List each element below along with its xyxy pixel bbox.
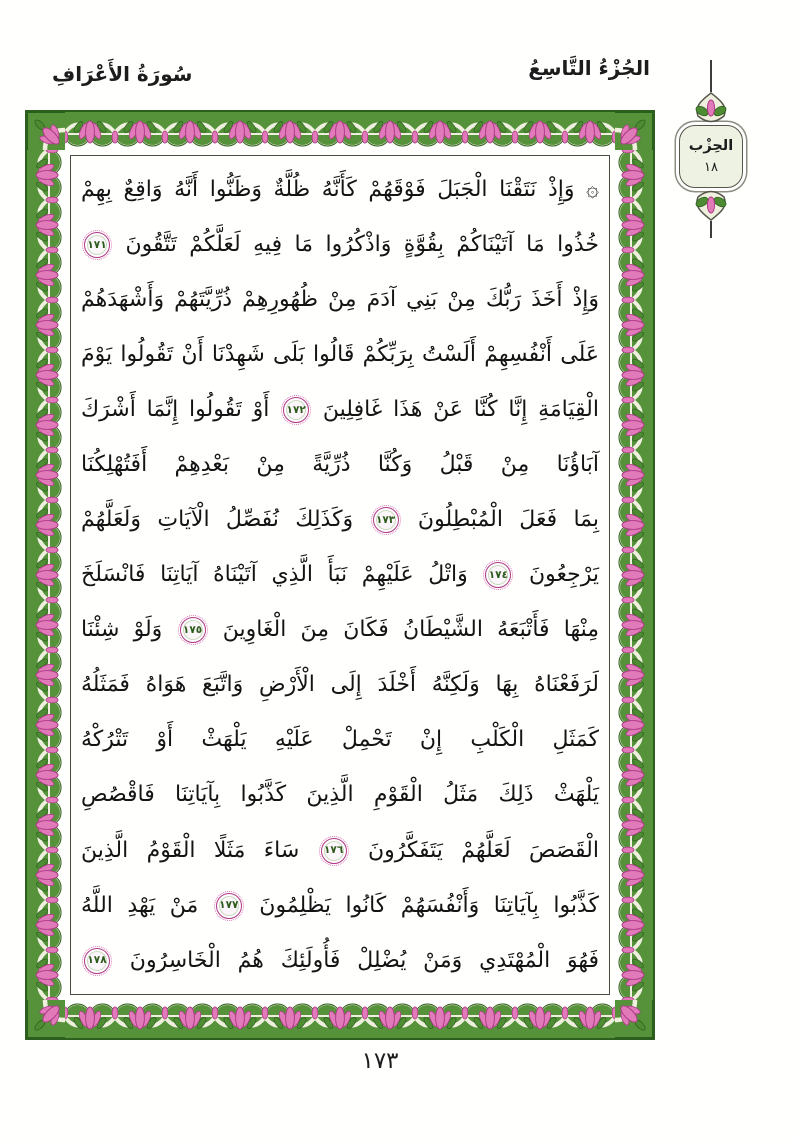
ayah-text: الْقَصَصَ لَعَلَّهُمْ يَتَفَكَّرُونَ (367, 837, 599, 863)
quran-line (81, 341, 599, 369)
quran-line (81, 231, 599, 259)
quran-line (81, 176, 599, 204)
corner-ornament-tr (615, 110, 655, 150)
hizb-number: ١٨ (704, 160, 718, 175)
quran-line (81, 396, 599, 424)
ayah-number: ١٧١ (87, 238, 107, 251)
ayah-text: مِنْهَا فَأَتْبَعَهُ الشَّيْطَانُ فَكَانَ مِنَ الْغَاوِينَ (222, 617, 600, 643)
ayah-text: بِمَا فَعَلَ الْمُبْطِلُونَ (417, 507, 600, 533)
ayah-number: ١٧٤ (488, 568, 508, 581)
ayah-text: وَكَذَلِكَ نُفَصِّلُ الْآيَاتِ وَلَعَلَّهُمْ (81, 507, 354, 533)
ayah-text: عَلَى أَنْفُسِهِمْ أَلَسْتُ بِرَبِّكُمْ قَالُوا بَلَى شَهِدْنَا أَنْ تَقُولُوا يَوْمَ (81, 341, 599, 367)
ayah-end-marker-icon (84, 232, 110, 258)
ayah-text: مَنْ يَهْدِ اللَّهُ (81, 892, 199, 918)
hizb-stem-top (710, 60, 712, 92)
border-strip-bottom (65, 1000, 615, 1040)
ayah-end-marker-icon (84, 948, 110, 974)
hizb-label: الحِزْب (688, 138, 734, 154)
floral-finial-top-icon (683, 92, 739, 128)
quran-text-block (81, 162, 599, 988)
hizb-marker (676, 60, 746, 238)
quran-line (81, 726, 599, 754)
hizb-stem-bottom (710, 221, 712, 238)
ayah-text: وَاتْلُ عَلَيْهِمْ نَبَأَ الَّذِي آتَيْنَاهُ آيَاتِنَا فَانْسَلَخَ (81, 562, 468, 588)
juz-title: الجُزْءُ التَّاسِعُ (528, 56, 650, 80)
ayah-number: ١٧٢ (286, 403, 306, 416)
quran-line (81, 837, 599, 865)
ayah-text: يَرْجِعُونَ (528, 562, 599, 588)
ayah-end-marker-icon (321, 838, 347, 864)
border-strip-left (25, 150, 65, 1000)
ayah-text: ۞ وَإِذْ نَتَقْنَا الْجَبَلَ فَوْقَهُمْ كَأَنَّهُ ظُلَّةٌ وَظَنُّوا أَنَّهُ وَاقِعٌ بِهِمْ (81, 176, 599, 202)
quran-line (81, 671, 599, 699)
ayah-text: أَوْ تَقُولُوا إِنَّمَا أَشْرَكَ (81, 397, 270, 423)
quran-text-area (65, 150, 615, 1000)
ayah-text: كَذَّبُوا بِآيَاتِنَا وَأَنْفُسَهُمْ كَانُوا يَظْلِمُونَ (259, 892, 599, 918)
quran-line (81, 561, 599, 589)
ayah-end-marker-icon (373, 507, 399, 533)
ayah-text: كَمَثَلِ الْكَلْبِ إِنْ تَحْمِلْ عَلَيْهِ يَلْهَثْ أَوْ تَتْرُكْهُ (81, 727, 599, 753)
ayah-number: ١٧٣ (375, 513, 396, 526)
ayah-text: فَهُوَ الْمُهْتَدِي وَمَنْ يُضْلِلْ فَأُولَئِكَ هُمُ الْخَاسِرُونَ (129, 947, 599, 973)
quran-line (81, 506, 599, 534)
ayah-text: خُذُوا مَا آتَيْنَاكُمْ بِقُوَّةٍ وَاذْكُرُوا مَا فِيهِ لَعَلَّكُمْ تَتَّقُونَ (125, 231, 599, 257)
ayah-number: ١٧٦ (324, 844, 344, 857)
ayah-text: وَإِذْ أَخَذَ رَبُّكَ مِنْ بَنِي آدَمَ مِنْ ظُهُورِهِمْ ذُرِّيَّتَهُمْ وَأَشْهَدَهُمْ (81, 286, 599, 312)
ayah-number: ١٧٧ (219, 899, 239, 912)
ayah-number: ١٧٨ (87, 954, 107, 967)
ayah-text: يَلْهَثْ ذَلِكَ مَثَلُ الْقَوْمِ الَّذِينَ كَذَّبُوا بِآيَاتِنَا فَاقْصُصِ (81, 782, 599, 808)
ayah-end-marker-icon (180, 617, 206, 643)
ayah-end-marker-icon (283, 397, 309, 423)
hizb-cartouche (679, 125, 743, 188)
border-strip-right (615, 150, 655, 1000)
ayah-end-marker-icon (485, 562, 511, 588)
floral-finial-bottom-icon (683, 185, 739, 221)
quran-line (81, 947, 599, 975)
corner-ornament-br (615, 1000, 655, 1040)
quran-line (81, 616, 599, 644)
ayah-text: لَرَفَعْنَاهُ بِهَا وَلَكِنَّهُ أَخْلَدَ إِلَى الْأَرْضِ وَاتَّبَعَ هَوَاهُ فَمَثَلُهُ (81, 672, 599, 698)
ayah-text: الْقِيَامَةِ إِنَّا كُنَّا عَنْ هَذَا غَافِلِينَ (322, 397, 599, 423)
corner-ornament-tl (25, 110, 65, 150)
ayah-text: آبَاؤُنَا مِنْ قَبْلُ وَكُنَّا ذُرِّيَّةً مِنْ بَعْدِهِمْ أَفَتُهْلِكُنَا (81, 452, 599, 478)
ayah-end-marker-icon (216, 893, 242, 919)
decorative-frame (25, 110, 655, 1040)
surah-title: سُورَةُ الأَعْرَافِ (52, 62, 193, 86)
quran-line (81, 286, 599, 314)
quran-line (81, 781, 599, 809)
quran-line (81, 451, 599, 479)
ayah-number: ١٧٥ (182, 624, 203, 637)
corner-ornament-bl (25, 1000, 65, 1040)
ayah-text: وَلَوْ شِئْنَا (81, 617, 163, 643)
ayah-text: سَاءَ مَثَلًا الْقَوْمُ الَّذِينَ (81, 837, 300, 863)
border-strip-top (65, 110, 615, 150)
quran-line (81, 892, 599, 920)
page-number: ١٧٣ (361, 1048, 399, 1074)
